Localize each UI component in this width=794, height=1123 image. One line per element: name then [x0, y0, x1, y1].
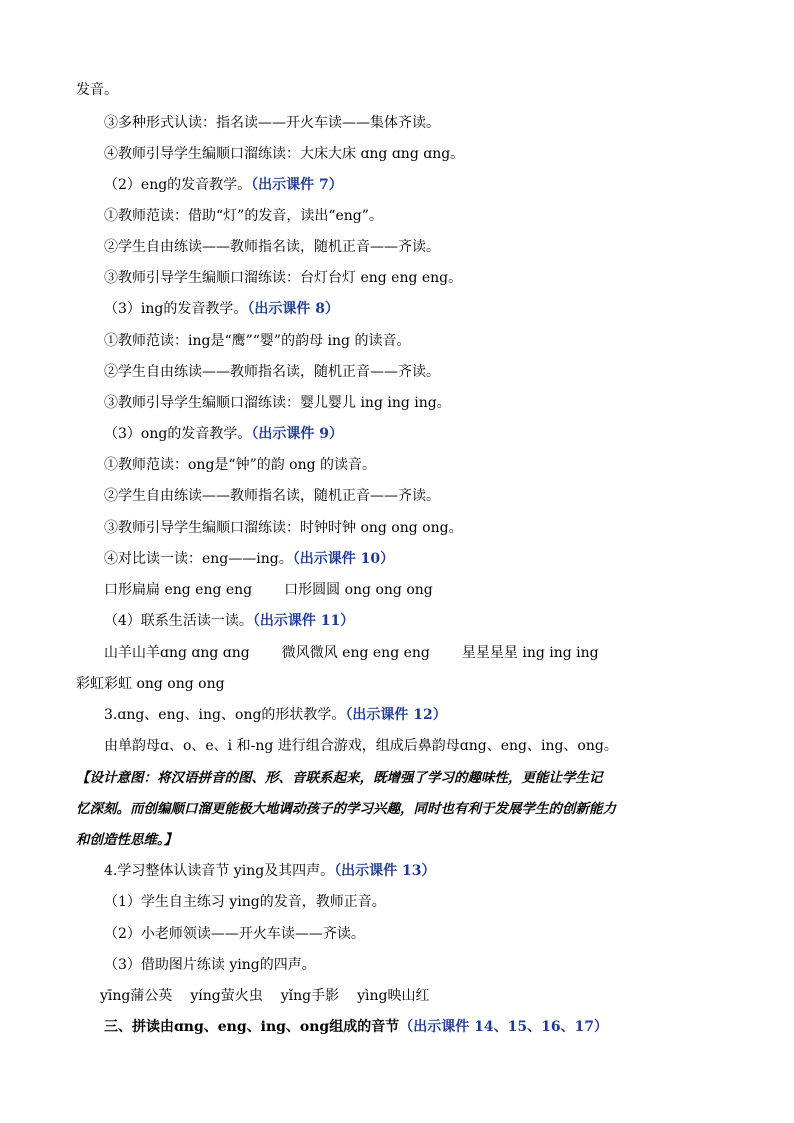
- text-line: （3）借助图片练读 ying的四声。: [104, 957, 316, 973]
- text-line: ③教师引导学生编顺口溜练读：台灯台灯 eng eng eng。: [104, 270, 463, 286]
- text-span: 星星星星 ing ing ing: [461, 645, 599, 661]
- design-intent: 和创造性思维。】: [76, 832, 178, 848]
- courseware-note: （出示课件 14、15、16、17）: [399, 1019, 609, 1035]
- section-heading: [104, 175, 343, 195]
- text-line: ③多种形式认读：指名读——开火车读——集体齐读。: [104, 115, 440, 131]
- text-line: [100, 986, 430, 1006]
- text-line: [104, 549, 394, 569]
- section-title: （2）eng的发音教学。: [104, 177, 252, 193]
- text-span: yìng映山红: [357, 988, 430, 1004]
- section-heading: [104, 705, 447, 725]
- courseware-note: （出示课件 10）: [292, 551, 395, 567]
- courseware-note: （出示课件 13）: [334, 863, 436, 879]
- courseware-note: （出示课件 11）: [252, 613, 355, 629]
- text-line: 发音。: [76, 82, 118, 98]
- text-line: ①教师范读：借助“灯”的发音，读出“eng”。: [104, 208, 383, 224]
- section-heading: [104, 611, 354, 631]
- text-line: ②学生自由练读——教师指名读，随机正音——齐读。: [104, 364, 440, 380]
- section-heading: [104, 861, 436, 881]
- text-line: （2）小老师领读——开火车读——齐读。: [104, 926, 365, 942]
- text-line: ②学生自由练读——教师指名读，随机正音——齐读。: [104, 488, 440, 504]
- text-line: ③教师引导学生编顺口溜练读：婴儿婴儿 ing ing ing。: [104, 395, 451, 411]
- section-title: （3）ong的发音教学。: [104, 426, 252, 442]
- text-span: yīng蒲公英: [100, 988, 173, 1004]
- section-title: 4.学习整体认读音节 ying及其四声。: [104, 863, 335, 879]
- section-heading: [104, 299, 339, 319]
- section-heading: [104, 1017, 608, 1037]
- section-title: （3）ing的发音教学。: [104, 301, 248, 317]
- text-line: ④教师引导学生编顺口溜练读：大床大床 ɑng ɑng ɑng。: [104, 146, 465, 162]
- text-line: ②学生自由练读——教师指名读，随机正音——齐读。: [104, 239, 440, 255]
- text-line: [104, 580, 433, 600]
- courseware-note: （出示课件 8）: [247, 301, 339, 317]
- courseware-note: （出示课件 9）: [251, 426, 343, 442]
- text-line: 彩虹彩虹 ong ong ong: [76, 676, 225, 692]
- text-line: ③教师引导学生编顺口溜练读：时钟时钟 ong ong ong。: [104, 520, 463, 536]
- text-span: yǐng手影: [280, 988, 340, 1004]
- text-line: ①教师范读：ing是“鹰”“婴”的韵母 ing 的读音。: [104, 333, 411, 349]
- courseware-note: （出示课件 12）: [345, 707, 447, 723]
- section-heading: [104, 424, 343, 444]
- text-line: （1）学生自主练习 ying的发音，教师正音。: [104, 894, 386, 910]
- text-span: 口形圆圆 ong ong ong: [284, 582, 433, 598]
- text-line: ①教师范读：ong是“钟”的韵 ong 的读音。: [104, 457, 377, 473]
- text-span: ④对比读一读：eng——ing。: [104, 551, 293, 567]
- section-title: 3.ɑng、eng、ing、ong的形状教学。: [104, 707, 346, 723]
- text-line: [104, 643, 599, 663]
- text-span: 口形扁扁 eng eng eng: [104, 582, 253, 598]
- section-title: 三、拼读由ɑng、eng、ing、ong组成的音节: [104, 1019, 400, 1035]
- text-span: yíng萤火虫: [190, 988, 263, 1004]
- courseware-note: （出示课件 7）: [251, 177, 343, 193]
- section-title: （4）联系生活读一读。: [104, 613, 253, 629]
- design-intent: 【设计意图：将汉语拼音的图、形、音联系起来，既增强了学习的趣味性，更能让学生记: [76, 770, 603, 786]
- text-span: 微风微风 eng eng eng: [281, 645, 430, 661]
- text-line: 由单韵母ɑ、o、e、i 和-ng 进行组合游戏，组成后鼻韵母ɑng、eng、ing、ong。: [104, 738, 618, 754]
- design-intent: 忆深刻。而创编顺口溜更能极大地调动孩子的学习兴趣，同时也有利于发展学生的创新能力: [76, 801, 616, 817]
- text-span: 山羊山羊ɑng ɑng ɑng: [104, 645, 250, 661]
